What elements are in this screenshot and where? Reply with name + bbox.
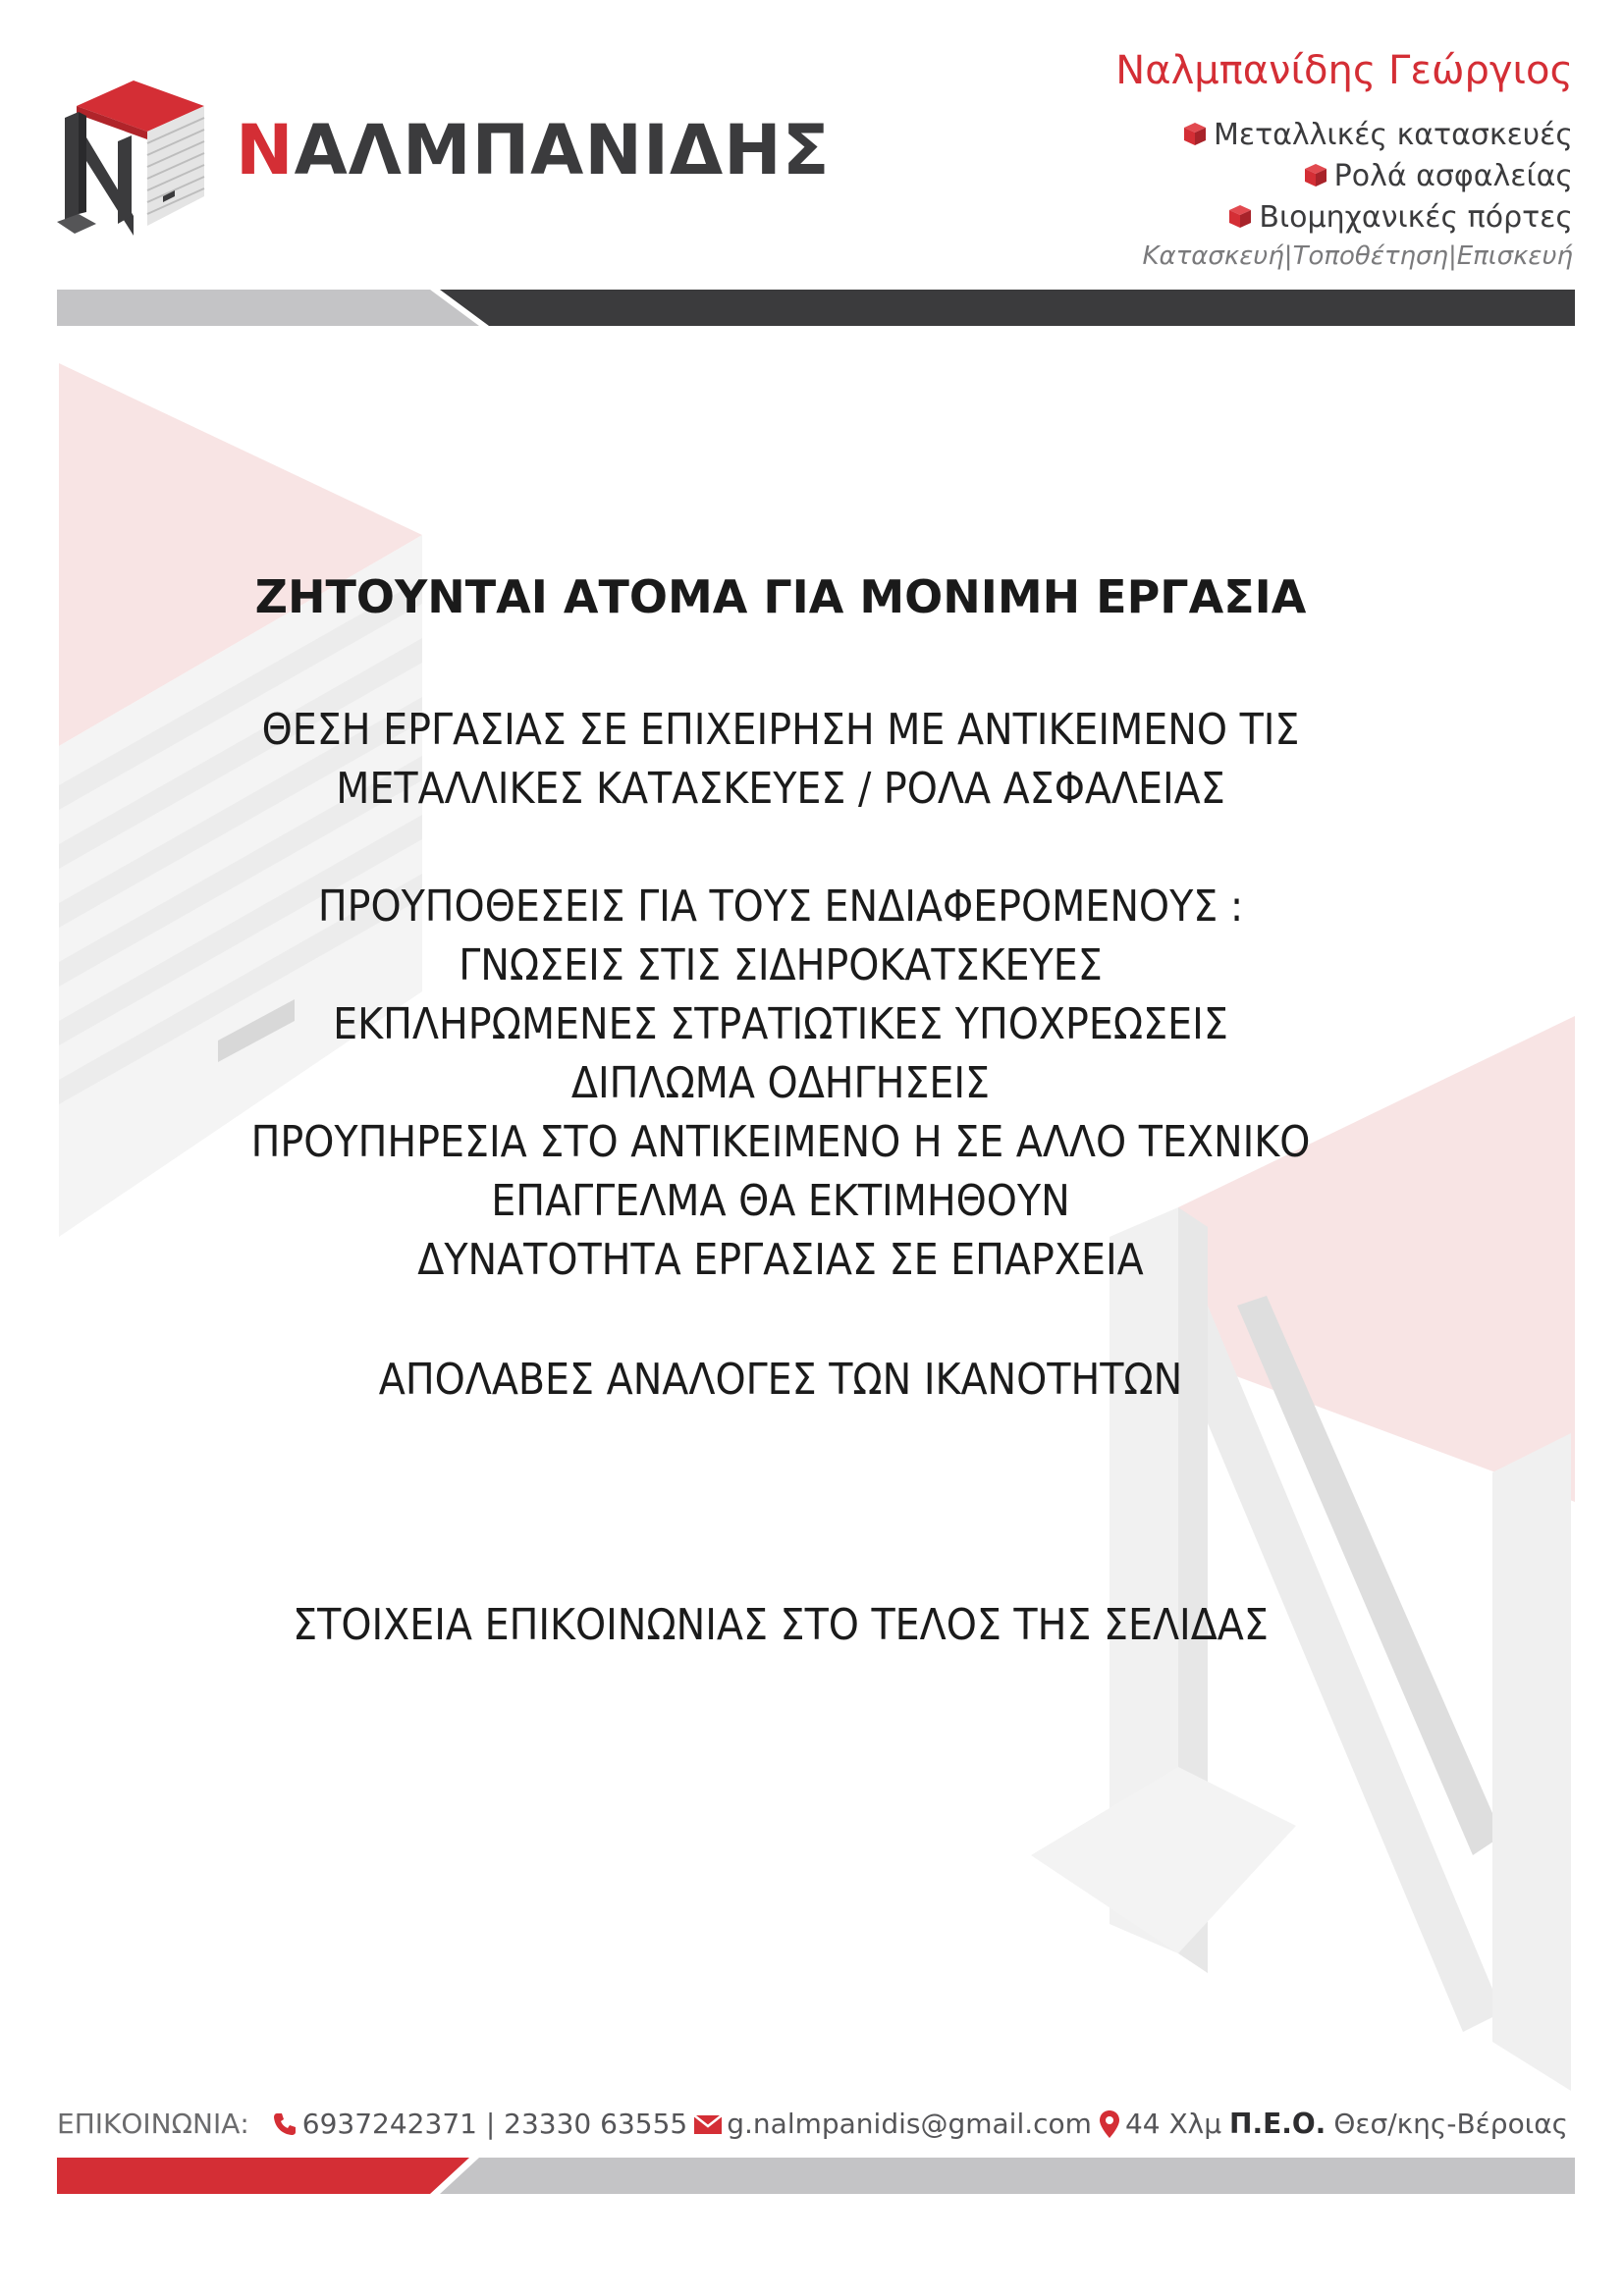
requirements-title: ΠΡΟΥΠΟΘΕΣΕΙΣ ΓΙΑ ΤΟΥΣ ΕΝΔΙΑΦΕΡΟΜΕΝΟΥΣ : [317, 881, 1244, 932]
footer-label: ΕΠΙΚΟΙΝΩΝΙΑ: [57, 2108, 249, 2140]
footer-address-km: 44 Χλμ [1124, 2108, 1222, 2140]
requirement-item: ΠΡΟΥΠΗΡΕΣΙΑ ΣΤΟ ΑΝΤΙΚΕΙΜΕΝΟ Η ΣΕ ΑΛΛΟ ΤΕΧΝΙΚΟ [250, 1117, 1311, 1167]
requirement-item: ΔΙΠΛΩΜΑ ΟΔΗΓΗΣΕΙΣ [570, 1058, 991, 1108]
footer-contact [57, 2108, 1568, 2141]
footer-divider [57, 2158, 1575, 2194]
brand-initial: Ν [236, 110, 295, 190]
contact-note: ΣΤΟΙΧΕΙΑ ΕΠΙΚΟΙΝΩΝΙΑΣ ΣΤΟ ΤΕΛΟΣ ΤΗΣ ΣΕΛΙΔΑΣ [293, 1600, 1269, 1650]
tagline: Κατασκευή|Τοποθέτηση|Επισκευή [1142, 241, 1573, 271]
footer-email[interactable]: g.nalmpanidis@gmail.com [727, 2108, 1092, 2140]
cube-icon [1227, 203, 1253, 229]
headline: ΖΗΤΟΥΝΤΑΙ ΑΤΟΜΑ ΓΙΑ ΜΟΝΙΜΗ ΕΡΓΑΣΙΑ [254, 570, 1307, 623]
requirement-item: ΔΥΝΑΤΟΤΗΤΑ ΕΡΓΑΣΙΑΣ ΣΕ ΕΠΑΡΧΕΙΑ [417, 1235, 1144, 1285]
brand-name [236, 110, 831, 190]
requirement-item: ΕΚΠΛΗΡΩΜΕΝΕΣ ΣΤΡΑΤΙΩΤΙΚΕΣ ΥΠΟΧΡΕΩΣΕΙΣ [333, 999, 1228, 1049]
footer-address-route: Θεσ/κης-Βέροιας [1333, 2108, 1569, 2140]
owner-name: Ναλμπανίδης Γεώργιος [1115, 48, 1573, 93]
header-divider [57, 290, 1575, 326]
position-line: ΜΕΤΑΛΛΙΚΕΣ ΚΑΤΑΣΚΕΥΕΣ / ΡΟΛΑ ΑΣΦΑΛΕΙΑΣ [336, 764, 1225, 814]
logo-n-garage-icon [57, 79, 214, 245]
service-label: Ρολά ασφαλείας [1333, 159, 1573, 193]
service-item [1303, 159, 1573, 194]
service-label: Βιομηχανικές πόρτες [1259, 200, 1573, 235]
footer-phones[interactable]: 6937242371 | 23330 63555 [301, 2108, 688, 2140]
map-pin-icon [1098, 2109, 1121, 2139]
envelope-icon [693, 2112, 723, 2136]
requirement-item: ΓΝΩΣΕΙΣ ΣΤΙΣ ΣΙΔΗΡΟΚΑΤΣΚΕΥΕΣ [459, 940, 1103, 990]
cube-icon [1182, 121, 1208, 146]
service-item [1227, 200, 1573, 236]
position-line: ΘΕΣΗ ΕΡΓΑΣΙΑΣ ΣΕ ΕΠΙΧΕΙΡΗΣΗ ΜΕ ΑΝΤΙΚΕΙΜΕΝΟ ΤΙΣ [261, 705, 1300, 755]
requirement-item: ΕΠΑΓΓΕΛΜΑ ΘΑ ΕΚΤΙΜΗΘΟΥΝ [491, 1176, 1070, 1226]
brand-rest: ΑΛΜΠΑΝΙΔΗΣ [294, 110, 831, 190]
service-item [1182, 118, 1573, 153]
cube-icon [1303, 162, 1328, 187]
service-label: Μεταλλικές κατασκευές [1213, 118, 1573, 152]
salary-line: ΑΠΟΛΑΒΕΣ ΑΝΑΛΟΓΕΣ ΤΩΝ ΙΚΑΝΟΤΗΤΩΝ [378, 1355, 1183, 1405]
phone-icon [271, 2110, 298, 2138]
footer-address-road: Π.Ε.Ο. [1229, 2108, 1326, 2140]
